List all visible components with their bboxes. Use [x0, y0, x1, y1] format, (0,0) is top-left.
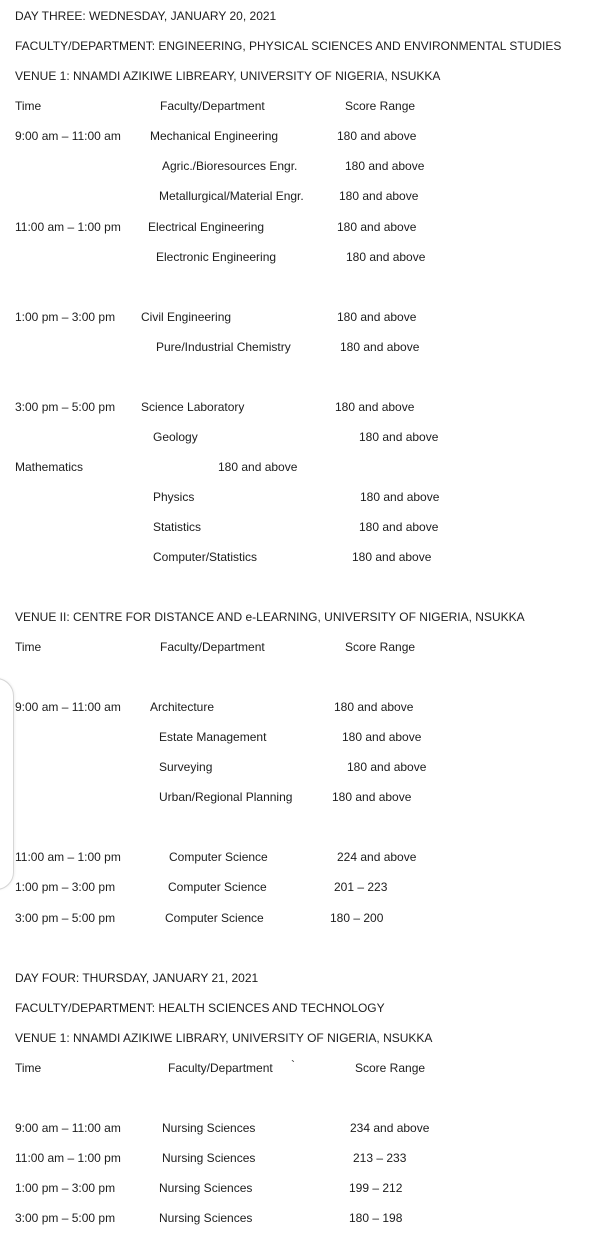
day3-v2-row2-dept: Surveying [159, 760, 213, 774]
day3-venue1-title: VENUE 1: NNAMDI AZIKIWE LIBREARY, UNIVERSITY OF NIGERIA, NSUKKA [15, 69, 441, 83]
day3-title: DAY THREE: WEDNESDAY, JANUARY 20, 2021 [15, 9, 277, 23]
day4-v1-row2-dept: Nursing Sciences [159, 1181, 253, 1195]
day3-v1-row0-time: 9:00 am – 11:00 am [15, 129, 121, 143]
day3-v1-row4-score: 180 and above [346, 250, 426, 264]
day3-v2-row0-score: 180 and above [334, 700, 414, 714]
day3-venue2-title: VENUE II: CENTRE FOR DISTANCE AND e-LEARNING, UNIVERSITY OF NIGERIA, NSUKKA [15, 610, 525, 624]
day3-v1-row3-score: 180 and above [337, 220, 417, 234]
day4-v1-row2-time: 1:00 pm – 3:00 pm [15, 1181, 116, 1195]
day4-v1-row0-dept: Nursing Sciences [162, 1121, 256, 1135]
day4-v1-row0-time: 9:00 am – 11:00 am [15, 1121, 121, 1135]
day3-v2-row6-score: 180 – 200 [330, 911, 384, 925]
day4-v1-row0-score: 234 and above [350, 1121, 430, 1135]
day4-v1-header-score: Score Range [355, 1061, 426, 1075]
day3-v1-row12-score: 180 and above [352, 550, 432, 564]
day3-v1-row3-dept: Electrical Engineering [148, 220, 265, 234]
day3-v1-row5-score: 180 and above [337, 310, 417, 324]
day3-v1-row8-score: 180 and above [359, 430, 439, 444]
day3-v2-row4-dept: Computer Science [169, 850, 268, 864]
day3-v1-row7-time: 3:00 pm – 5:00 pm [15, 400, 116, 414]
day3-v1-header-score: Score Range [345, 99, 416, 113]
day3-v1-row7-score: 180 and above [335, 400, 415, 414]
day3-v2-row6-time: 3:00 pm – 5:00 pm [15, 911, 116, 925]
day3-v2-header-dept: Faculty/Department [160, 640, 265, 654]
day3-v1-row1-score: 180 and above [345, 159, 425, 173]
day4-v1-row3-dept: Nursing Sciences [159, 1211, 253, 1225]
day4-v1-header-mark: ` [291, 1058, 295, 1072]
day4-venue1-title: VENUE 1: NNAMDI AZIKIWE LIBRARY, UNIVERSITY OF NIGERIA, NSUKKA [15, 1031, 433, 1045]
day3-v2-row3-score: 180 and above [332, 790, 412, 804]
day4-v1-row2-score: 199 – 212 [349, 1181, 403, 1195]
day3-v2-header-score: Score Range [345, 640, 416, 654]
day3-v2-row6-dept: Computer Science [165, 911, 264, 925]
day3-v1-row6-score: 180 and above [340, 340, 420, 354]
day4-v1-row1-time: 11:00 am – 1:00 pm [15, 1151, 121, 1165]
day4-v1-header-time: Time [15, 1061, 42, 1075]
day3-v2-row4-time: 11:00 am – 1:00 pm [15, 850, 121, 864]
day4-v1-header-dept: Faculty/Department [168, 1061, 273, 1075]
day3-v1-row5-time: 1:00 pm – 3:00 pm [15, 310, 116, 324]
day3-v1-header-dept: Faculty/Department [160, 99, 265, 113]
day3-v1-row1-dept: Agric./Bioresources Engr. [162, 159, 298, 173]
day3-v1-row2-dept: Metallurgical/Material Engr. [159, 189, 304, 203]
day3-v1-row5-dept: Civil Engineering [141, 310, 232, 324]
day3-v1-row6-dept: Pure/Industrial Chemistry [156, 340, 291, 354]
day3-v1-row0-score: 180 and above [337, 129, 417, 143]
day4-v1-row1-dept: Nursing Sciences [162, 1151, 256, 1165]
day3-v1-row9-time: Mathematics [15, 460, 84, 474]
day3-v1-row0-dept: Mechanical Engineering [150, 129, 279, 143]
day3-v1-row11-score: 180 and above [359, 520, 439, 534]
day3-v1-header-time: Time [15, 99, 42, 113]
day3-v2-row1-score: 180 and above [342, 730, 422, 744]
day4-title: DAY FOUR: THURSDAY, JANUARY 21, 2021 [15, 971, 259, 985]
day3-v1-row3-time: 11:00 am – 1:00 pm [15, 220, 121, 234]
day3-v1-row2-score: 180 and above [339, 189, 419, 203]
day3-v2-header-time: Time [15, 640, 42, 654]
day3-faculty: FACULTY/DEPARTMENT: ENGINEERING, PHYSICAL SCIENCES AND ENVIRONMENTAL STUDIES [15, 39, 562, 53]
day3-v2-row2-score: 180 and above [347, 760, 427, 774]
day3-v2-row4-score: 224 and above [337, 850, 417, 864]
day3-v2-row1-dept: Estate Management [159, 730, 267, 744]
day3-v1-row7-dept: Science Laboratory [141, 400, 245, 414]
day3-v2-row0-dept: Architecture [150, 700, 215, 714]
day3-v2-row0-time: 9:00 am – 11:00 am [15, 700, 121, 714]
day3-v2-row5-time: 1:00 pm – 3:00 pm [15, 880, 116, 894]
day3-v1-row10-dept: Physics [153, 490, 195, 504]
day3-v1-row11-dept: Statistics [153, 520, 202, 534]
page-edge-bubble [0, 678, 14, 890]
day4-faculty: FACULTY/DEPARTMENT: HEALTH SCIENCES AND TECHNOLOGY [15, 1001, 385, 1015]
day4-v1-row3-score: 180 – 198 [349, 1211, 403, 1225]
day3-v2-row5-score: 201 – 223 [334, 880, 388, 894]
day3-v1-row9-score: 180 and above [218, 460, 298, 474]
day3-v1-row8-dept: Geology [153, 430, 198, 444]
day3-v1-row4-dept: Electronic Engineering [156, 250, 277, 264]
day3-v2-row3-dept: Urban/Regional Planning [159, 790, 293, 804]
day4-v1-row1-score: 213 – 233 [353, 1151, 407, 1165]
day3-v1-row10-score: 180 and above [360, 490, 440, 504]
day3-v1-row12-dept: Computer/Statistics [153, 550, 258, 564]
day3-v2-row5-dept: Computer Science [168, 880, 267, 894]
day4-v1-row3-time: 3:00 pm – 5:00 pm [15, 1211, 116, 1225]
